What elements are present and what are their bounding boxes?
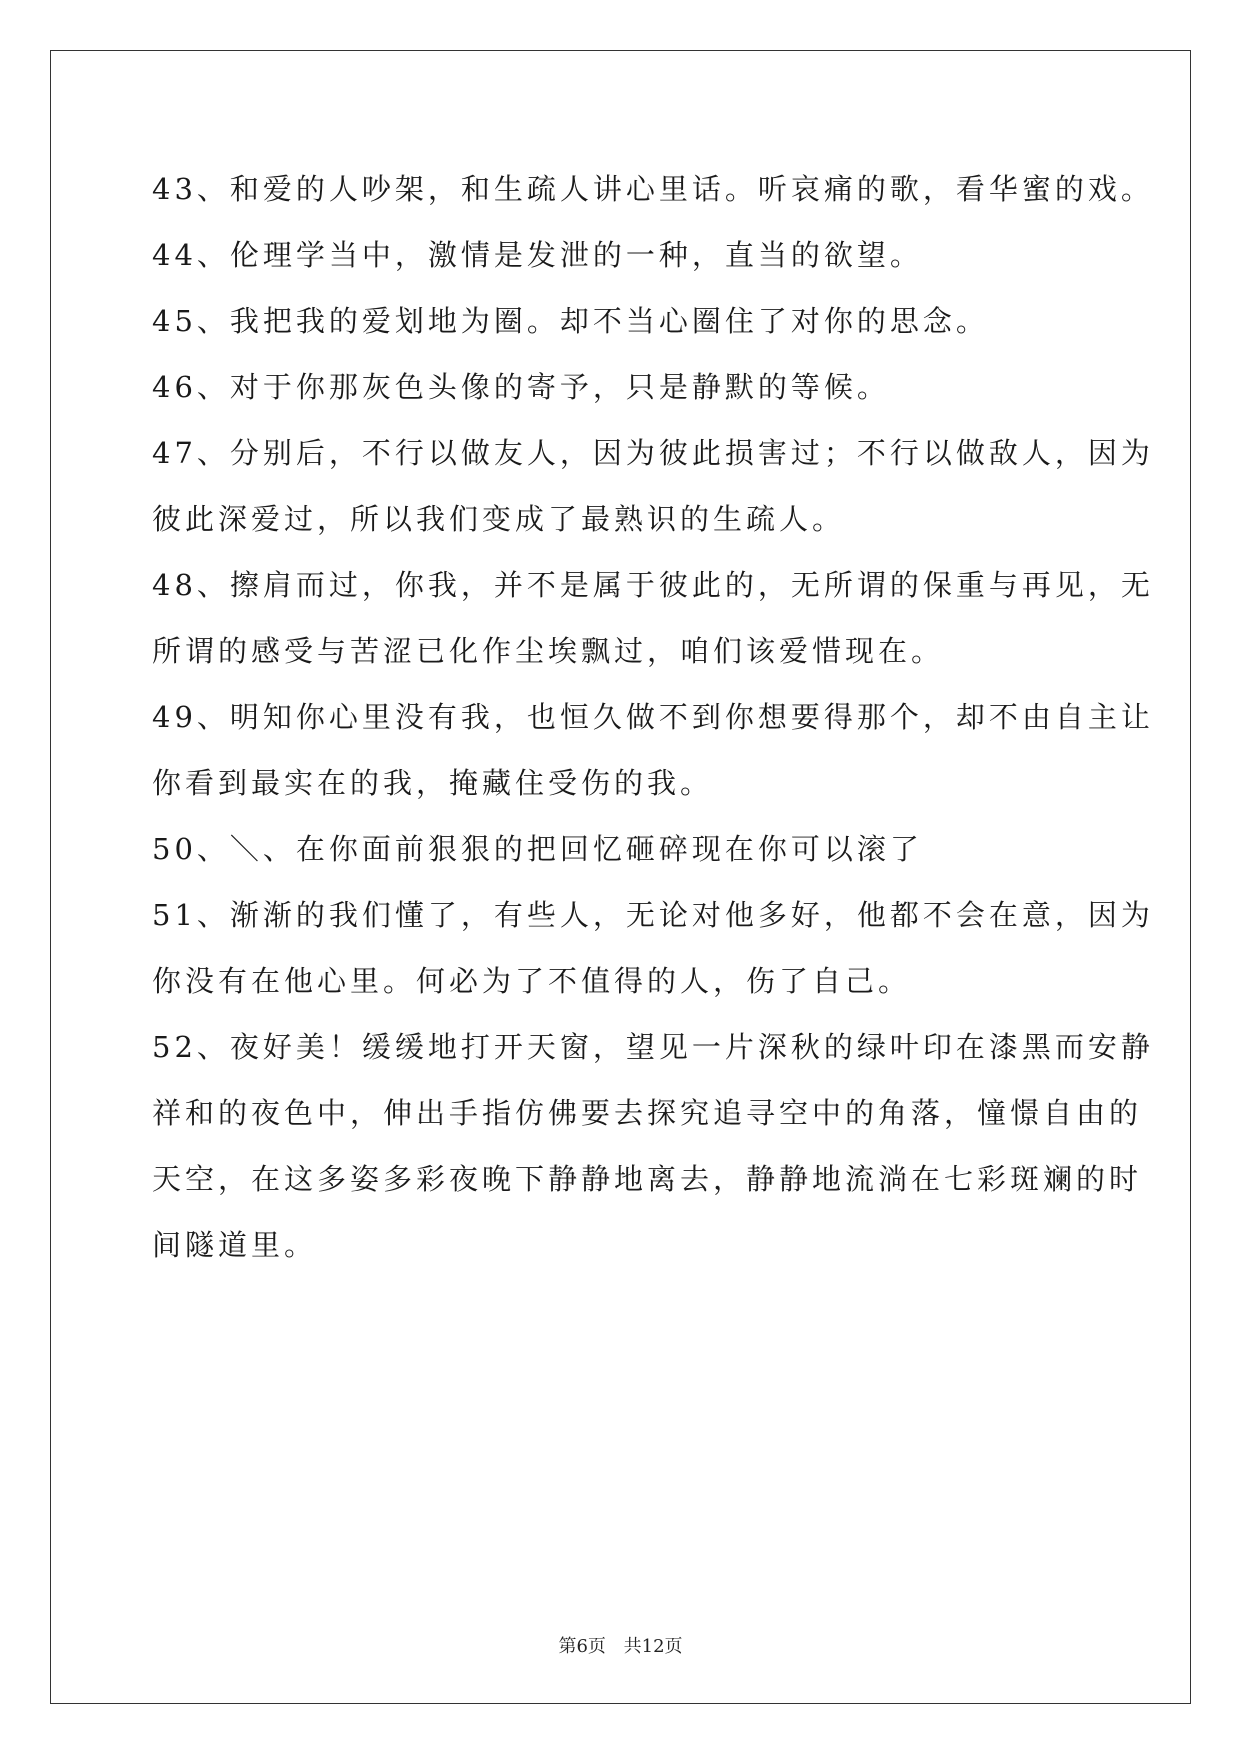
text-line: 47、分别后，不行以做友人，因为彼此损害过；不行以做敌人，因为 bbox=[152, 436, 1154, 470]
text-line: 45、我把我的爱划地为圈。却不当心圈住了对你的思念。 bbox=[152, 304, 989, 338]
text-line: 50、＼、在你面前狠狠的把回忆砸碎现在你可以滚了 bbox=[152, 832, 923, 866]
text-line: 51、渐渐的我们懂了，有些人，无论对他多好，他都不会在意，因为 bbox=[152, 898, 1154, 932]
page-number: 第6页 bbox=[558, 1636, 606, 1657]
text-line: 你看到最实在的我，掩藏住受伤的我。 bbox=[152, 766, 714, 800]
text-line: 48、擦肩而过，你我，并不是属于彼此的，无所谓的保重与再见，无 bbox=[152, 568, 1154, 602]
page-footer bbox=[0, 1632, 1241, 1658]
document-body bbox=[152, 162, 1154, 1284]
text-line: 44、伦理学当中，激情是发泄的一种，直当的欲望。 bbox=[152, 238, 923, 272]
text-line: 祥和的夜色中，伸出手指仿佛要去探究追寻空中的角落，憧憬自由的 bbox=[152, 1096, 1143, 1130]
text-line: 43、和爱的人吵架，和生疏人讲心里话。听哀痛的歌，看华蜜的戏。 bbox=[152, 172, 1154, 206]
text-line: 52、夜好美！缓缓地打开天窗，望见一片深秋的绿叶印在漆黑而安静 bbox=[152, 1030, 1154, 1064]
text-line: 间隧道里。 bbox=[152, 1228, 318, 1262]
text-line: 天空，在这多姿多彩夜晚下静静地离去，静静地流淌在七彩斑斓的时 bbox=[152, 1162, 1143, 1196]
text-line: 46、对于你那灰色头像的寄予，只是静默的等候。 bbox=[152, 370, 890, 404]
text-line: 你没有在他心里。何必为了不值得的人，伤了自己。 bbox=[152, 964, 912, 998]
text-line: 所谓的感受与苦涩已化作尘埃飘过，咱们该爱惜现在。 bbox=[152, 634, 945, 668]
text-line: 49、明知你心里没有我，也恒久做不到你想要得那个，却不由自主让 bbox=[152, 700, 1154, 734]
page-total: 共12页 bbox=[623, 1636, 683, 1657]
text-line: 彼此深爱过，所以我们变成了最熟识的生疏人。 bbox=[152, 502, 846, 536]
